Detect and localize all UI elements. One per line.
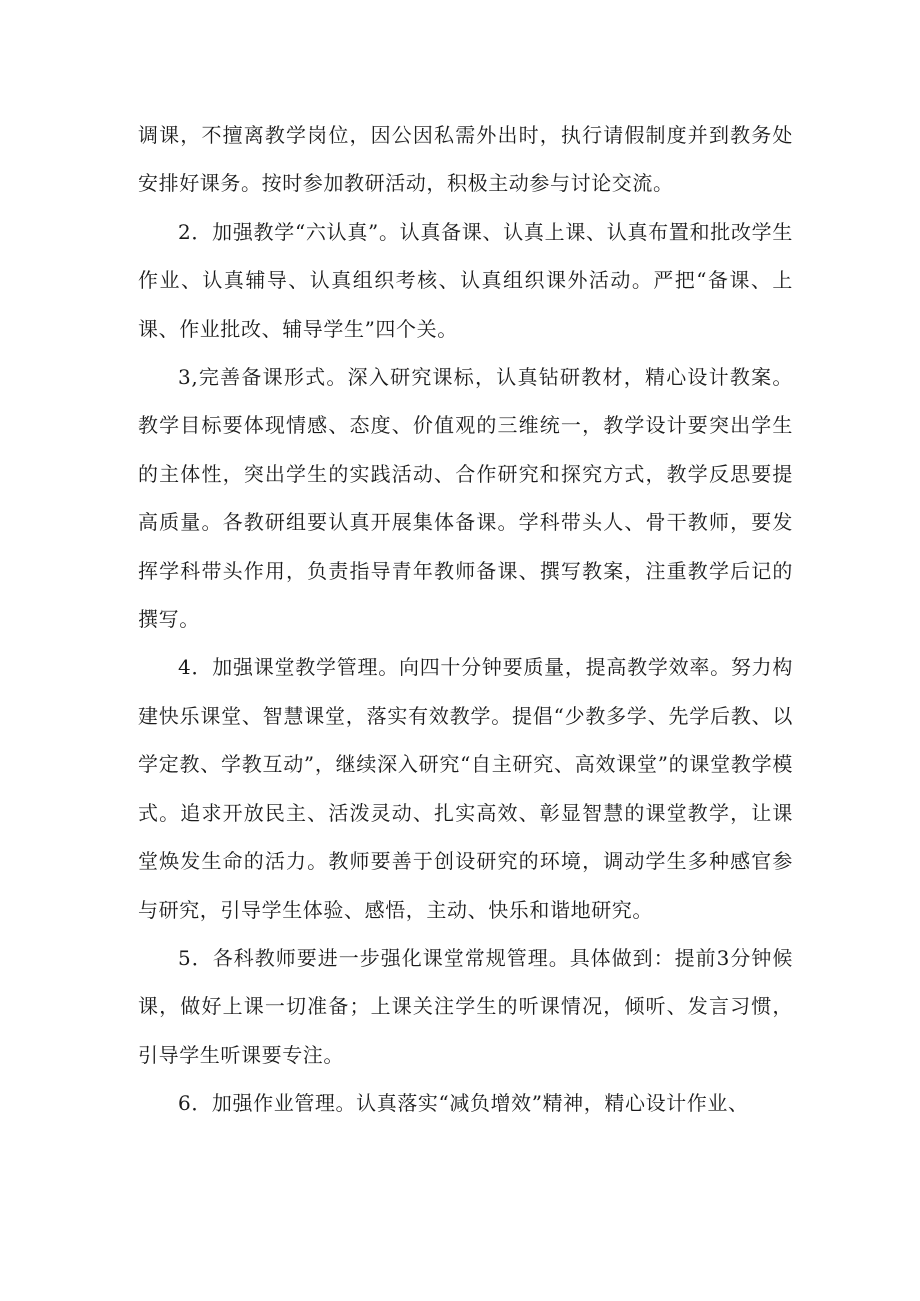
paragraph-item-4: 4．加强课堂教学管理。向四十分钟要质量，提高教学效率。努力构建快乐课堂、智慧课堂，落实有效教学。提倡“少教多学、先学后教、以学定教、学教互动”，继续深入研究“自主研究、高效课堂”的课堂教学模式。追求开放民主、活泼灵动、扎实高效、彰显智慧的课堂教学，让课堂焕发生命的活力。教师要善于创设研究的环境，调动学生多种感官参与研究，引导学生体验、感悟，主动、快乐和谐地研究。 <box>138 655 793 922</box>
document-body <box>138 111 793 1128</box>
paragraph-item-3: 3,完善备课形式。深入研究课标，认真钻研教材，精心设计教案。教学目标要体现情感、态度、价值观的三维统一，教学设计要突出学生的主体性，突出学生的实践活动、合作研究和探究方式，教学反思要提高质量。各教研组要认真开展集体备课。学科带头人、骨干教师，要发挥学科带头作用，负责指导青年教师备课、撰写教案，注重教学后记的撰写。 <box>138 365 793 632</box>
paragraph-continuation: 调课，不擅离教学岗位，因公因私需外出时，执行请假制度并到教务处安排好课务。按时参加教研活动，积极主动参与讨论交流。 <box>138 123 793 196</box>
paragraph-item-5: 5．各科教师要进一步强化课堂常规管理。具体做到：提前3分钟候课，做好上课一切准备；上课关注学生的听课情况，倾听、发言习惯，引导学生听课要专注。 <box>138 945 793 1067</box>
paragraph-item-2: 2．加强教学“六认真”。认真备课、认真上课、认真布置和批改学生作业、认真辅导、认真组织考核、认真组织课外活动。严把“备课、上课、作业批改、辅导学生”四个关。 <box>138 219 793 341</box>
paragraph-item-6: 6．加强作业管理。认真落实“减负增效”精神，精心设计作业、 <box>178 1091 749 1116</box>
